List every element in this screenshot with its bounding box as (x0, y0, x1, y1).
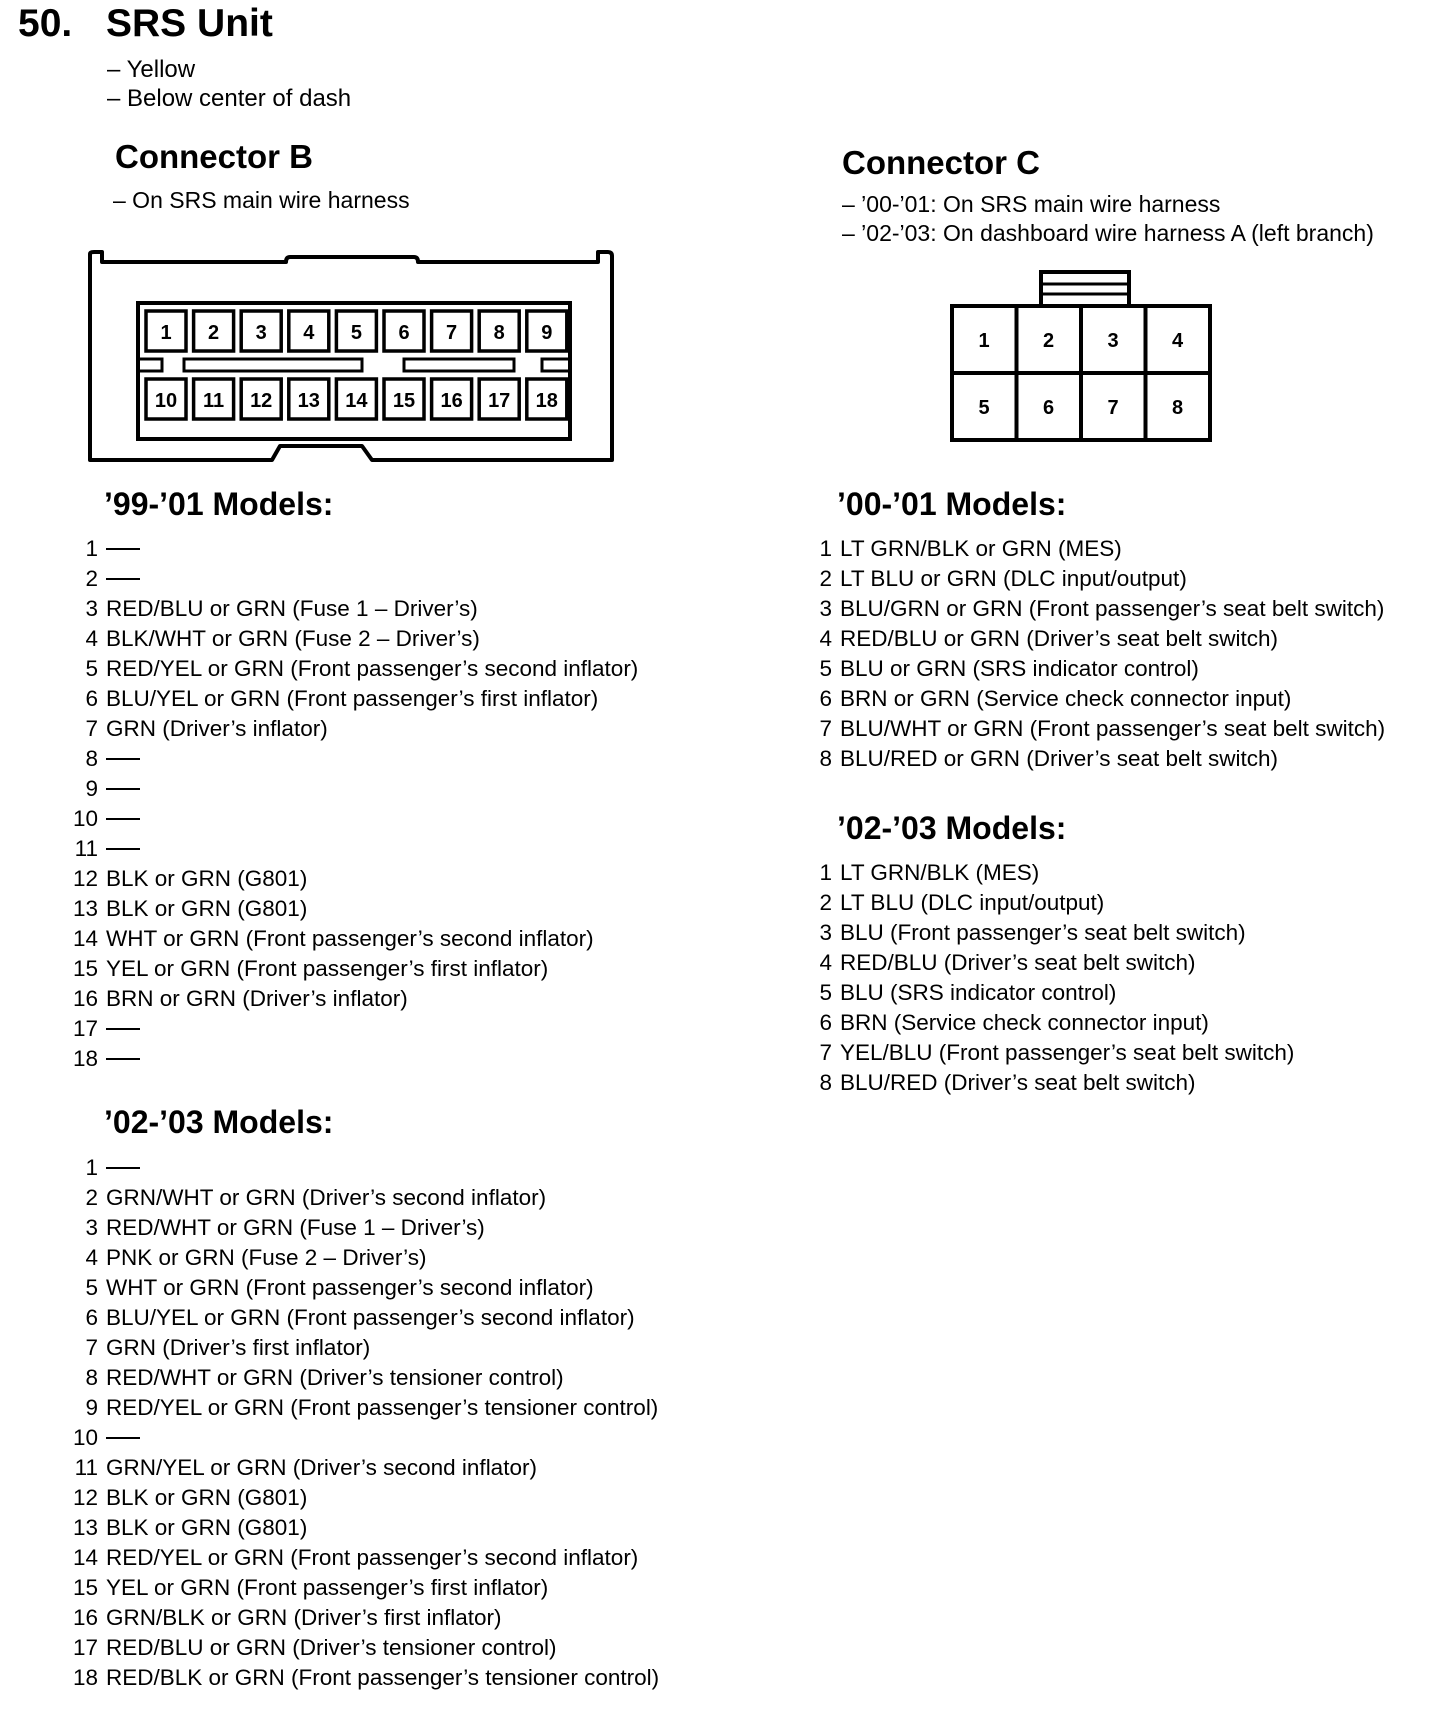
connector-b-pin-label: 13 (297, 390, 320, 412)
pin-number: 12 (72, 866, 98, 891)
pin-description: RED/BLU or GRN (Driver’s seat belt switch) (840, 626, 1279, 651)
pin-description: RED/BLU or GRN (Fuse 1 – Driver’s) (106, 596, 478, 621)
connector-c-pin-label: 4 (1171, 330, 1184, 352)
connector-b-pin-label: 4 (303, 322, 315, 344)
connector-b-rail-center-left (184, 359, 362, 371)
pin-number: 16 (72, 1605, 98, 1630)
pin-number: 1 (85, 1155, 98, 1180)
connector-b-pin-label: 9 (541, 322, 553, 344)
connector-b-rail-center-right (404, 359, 514, 371)
pin-description: GRN/BLK or GRN (Driver’s first inflator) (106, 1605, 502, 1630)
connector-b-rail-left (138, 359, 162, 371)
connector-c-note-2: – ’02-’03: On dashboard wire harness A (left branch) (842, 220, 1374, 246)
pin-number: 12 (72, 1485, 98, 1510)
unused-pin-dash (106, 1423, 140, 1453)
pin-description: LT GRN/BLK or GRN (MES) (840, 536, 1122, 561)
pin-description: BLK or GRN (G801) (106, 1515, 308, 1540)
pin-number: 9 (85, 776, 98, 801)
connector-b-pin-label: 1 (160, 322, 172, 344)
pin-description: BLU or GRN (SRS indicator control) (840, 656, 1199, 681)
pin-description: BLU/RED (Driver’s seat belt switch) (840, 1070, 1196, 1095)
pin-number: 6 (819, 686, 832, 711)
unused-pin-dash-mark (106, 548, 140, 550)
pin-number: 6 (85, 1305, 98, 1330)
pin-number: 2 (819, 890, 832, 915)
unused-pin-dash-mark (106, 1437, 140, 1439)
connector-c-group-2-title: ’02-’03 Models: (837, 810, 1067, 846)
unused-pin-dash-mark (106, 788, 140, 790)
pin-description: BLU/YEL or GRN (Front passenger’s first inflator) (106, 686, 599, 711)
pin-description: GRN/YEL or GRN (Driver’s second inflator) (106, 1455, 537, 1480)
unused-pin-dash (106, 744, 140, 774)
page-title (18, 2, 273, 46)
pin-description: BLK/WHT or GRN (Fuse 2 – Driver’s) (106, 626, 480, 651)
pin-number: 16 (72, 986, 98, 1011)
pin-number: 11 (74, 836, 98, 861)
pin-number: 1 (819, 536, 832, 561)
connector-b-pin-label: 8 (493, 322, 505, 344)
unused-pin-dash-mark (106, 1058, 140, 1060)
connector-b-group-2-title: ’02-’03 Models: (104, 1104, 334, 1140)
pin-number: 2 (85, 566, 98, 591)
pin-description: BRN or GRN (Service check connector input) (840, 686, 1292, 711)
pin-number: 2 (85, 1185, 98, 1210)
pin-description: WHT or GRN (Front passenger’s second inflator) (106, 1275, 594, 1300)
pin-description: BLU/WHT or GRN (Front passenger’s seat belt switch) (840, 716, 1386, 741)
connector-c-pin-label: 1 (978, 330, 990, 352)
connector-b-pin-label: 16 (440, 390, 463, 412)
connector-c-pin-label: 2 (1042, 330, 1055, 352)
pin-description: LT BLU (DLC input/output) (840, 890, 1105, 915)
unused-pin-dash (106, 564, 140, 594)
connector-b-title: Connector B (115, 138, 313, 175)
pin-description: WHT or GRN (Front passenger’s second inflator) (106, 926, 594, 951)
pin-description: BRN or GRN (Driver’s inflator) (106, 986, 408, 1011)
pin-number: 1 (85, 536, 98, 561)
pin-description: RED/BLU or GRN (Driver’s tensioner control) (106, 1635, 557, 1660)
pin-description: LT BLU or GRN (DLC input/output) (840, 566, 1187, 591)
pin-description: BLU (Front passenger’s seat belt switch) (840, 920, 1246, 945)
connector-b-pin-label: 15 (392, 390, 416, 412)
connector-c-pin-label: 3 (1107, 330, 1119, 352)
pin-description: RED/YEL or GRN (Front passenger’s second inflator) (106, 656, 639, 681)
connector-b-pin-label: 10 (154, 390, 178, 412)
pin-description: BLU (SRS indicator control) (840, 980, 1117, 1005)
pin-number: 11 (74, 1455, 98, 1480)
pin-number: 18 (72, 1665, 98, 1690)
connector-b-housing (90, 252, 612, 460)
pin-number: 8 (85, 746, 98, 771)
connector-b-pin-label: 5 (350, 322, 362, 344)
connector-b-note: – On SRS main wire harness (113, 187, 410, 213)
pin-number: 7 (85, 716, 98, 741)
pin-number: 14 (72, 926, 98, 951)
pin-number: 18 (72, 1046, 98, 1071)
connector-b-pin-label: 3 (255, 322, 267, 344)
pin-description: RED/YEL or GRN (Front passenger’s tensioner control) (106, 1395, 659, 1420)
unused-pin-dash (106, 1014, 140, 1044)
pin-number: 7 (85, 1335, 98, 1360)
pin-number: 13 (72, 896, 98, 921)
pin-description: RED/BLK or GRN (Front passenger’s tensioner control) (106, 1665, 660, 1690)
connector-c-pin-label: 7 (1107, 397, 1119, 419)
connector-b-rail-right (542, 359, 570, 371)
unused-pin-dash (106, 534, 140, 564)
pin-number: 9 (85, 1395, 98, 1420)
pin-description: BLK or GRN (G801) (106, 1485, 308, 1510)
pin-number: 17 (72, 1635, 98, 1660)
pin-description: YEL or GRN (Front passenger’s first inflator) (106, 1575, 549, 1600)
pin-description: BLU/RED or GRN (Driver’s seat belt switch) (840, 746, 1279, 771)
pin-description: BLK or GRN (G801) (106, 866, 308, 891)
unused-pin-dash-mark (106, 1028, 140, 1030)
pin-number: 6 (819, 1010, 832, 1035)
pin-number: 7 (819, 716, 832, 741)
connector-b-pin-label: 17 (488, 390, 511, 412)
connector-c-pin-label: 6 (1042, 397, 1055, 419)
pin-description: RED/BLU (Driver’s seat belt switch) (840, 950, 1196, 975)
pin-number: 4 (85, 1245, 98, 1270)
pin-number: 3 (85, 596, 98, 621)
pin-number: 1 (819, 860, 832, 885)
pin-description: GRN (Driver’s first inflator) (106, 1335, 371, 1360)
pin-number: 13 (72, 1515, 98, 1540)
connector-c-diagram (950, 270, 1220, 446)
unused-pin-dash-mark (106, 818, 140, 820)
pin-number: 5 (85, 656, 98, 681)
pin-number: 4 (85, 626, 98, 651)
connector-b-pin-label: 18 (535, 390, 558, 412)
unit-location-note: – Below center of dash (107, 85, 352, 112)
pin-description: YEL/BLU (Front passenger’s seat belt switch) (840, 1040, 1295, 1065)
unused-pin-dash-mark (106, 578, 140, 580)
section-title: SRS Unit (106, 2, 273, 45)
pin-number: 8 (819, 1070, 832, 1095)
pin-number: 4 (819, 950, 832, 975)
unused-pin-dash-mark (106, 758, 140, 760)
pin-number: 10 (72, 1425, 98, 1450)
pin-number: 15 (72, 1575, 98, 1600)
pin-description: BLU/YEL or GRN (Front passenger’s second inflator) (106, 1305, 635, 1330)
unused-pin-dash-mark (106, 1167, 140, 1169)
unused-pin-dash-mark (106, 848, 140, 850)
pin-number: 5 (819, 656, 832, 681)
unused-pin-dash (106, 804, 140, 834)
pin-description: YEL or GRN (Front passenger’s first inflator) (106, 956, 549, 981)
pin-description: GRN/WHT or GRN (Driver’s second inflator) (106, 1185, 547, 1210)
unused-pin-dash (106, 774, 140, 804)
pin-description: LT GRN/BLK (MES) (840, 860, 1040, 885)
connector-c-latch (1041, 272, 1129, 308)
connector-b-pin-label: 14 (345, 390, 368, 412)
pin-number: 3 (85, 1215, 98, 1240)
unit-color-note: – Yellow (107, 56, 196, 83)
pin-number: 14 (72, 1545, 98, 1570)
pin-number: 17 (72, 1016, 98, 1041)
pin-description: RED/WHT or GRN (Driver’s tensioner control) (106, 1365, 564, 1390)
pin-number: 2 (819, 566, 832, 591)
section-number: 50. (18, 2, 73, 45)
unused-pin-dash (106, 834, 140, 864)
unused-pin-dash (106, 1153, 140, 1183)
connector-c-title: Connector C (842, 144, 1040, 181)
pin-number: 8 (819, 746, 832, 771)
pin-number: 6 (85, 686, 98, 711)
connector-c-group-1-title: ’00-’01 Models: (837, 486, 1067, 522)
connector-b-pin-label: 2 (208, 322, 220, 344)
pin-description: PNK or GRN (Fuse 2 – Driver’s) (106, 1245, 427, 1270)
pin-number: 5 (819, 980, 832, 1005)
pin-number: 10 (72, 806, 98, 831)
pin-number: 4 (819, 626, 832, 651)
connector-b-pin-label: 6 (398, 322, 410, 344)
pin-number: 5 (85, 1275, 98, 1300)
connector-c-note-1: – ’00-’01: On SRS main wire harness (842, 191, 1221, 217)
pin-description: RED/WHT or GRN (Fuse 1 – Driver’s) (106, 1215, 485, 1240)
pin-number: 3 (819, 596, 832, 621)
connector-b-pin-label: 7 (446, 322, 458, 344)
pin-description: GRN (Driver’s inflator) (106, 716, 328, 741)
connector-c-pin-label: 5 (978, 397, 990, 419)
connector-b-pin-label: 11 (203, 390, 225, 412)
pin-description: RED/YEL or GRN (Front passenger’s second inflator) (106, 1545, 639, 1570)
pin-number: 15 (72, 956, 98, 981)
connector-b-pin-label: 12 (250, 390, 273, 412)
pin-number: 7 (819, 1040, 832, 1065)
pin-description: BLU/GRN or GRN (Front passenger’s seat belt switch) (840, 596, 1385, 621)
connector-b-diagram (80, 248, 622, 468)
pin-description: BRN (Service check connector input) (840, 1010, 1209, 1035)
connector-b-top-row (146, 311, 567, 351)
pin-number: 3 (819, 920, 832, 945)
connector-b-bottom-row (146, 379, 567, 419)
unused-pin-dash (106, 1044, 140, 1074)
connector-b-group-1-title: ’99-’01 Models: (104, 486, 334, 522)
connector-c-pin-label: 8 (1171, 397, 1184, 419)
pin-number: 8 (85, 1365, 98, 1390)
pin-description: BLK or GRN (G801) (106, 896, 308, 921)
